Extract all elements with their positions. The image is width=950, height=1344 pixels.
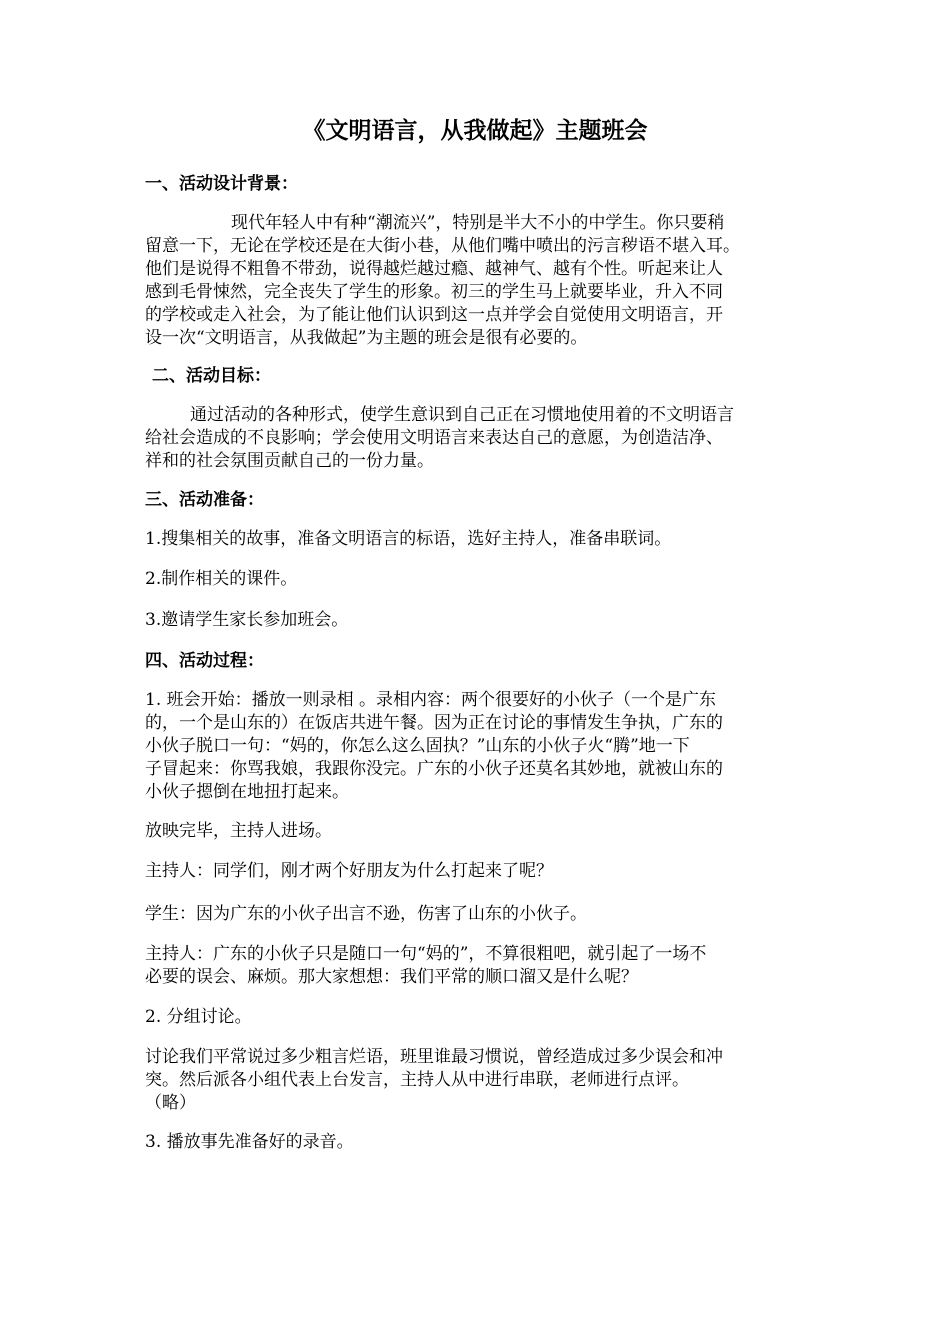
paragraph-line: 学生：因为广东的小伙子出言不逊，伤害了山东的小伙子。 <box>145 904 587 924</box>
paragraph-line: 必要的误会、麻烦。那大家想想：我们平常的顺口溜又是什么呢？ <box>145 967 638 987</box>
paragraph-line: 讨论我们平常说过多少粗言烂语，班里谁最习惯说，曾经造成过多少误会和冲 <box>145 1047 723 1067</box>
paragraph-line: 小伙子脱口一句：“妈的，你怎么这么固执？”山东的小伙子火“腾”地一下 <box>145 736 690 756</box>
section-heading-background: 一、活动设计背景： <box>145 174 298 194</box>
paragraph-line: 小伙子摁倒在地扭打起来。 <box>145 782 349 802</box>
paragraph-line: 通过活动的各种形式，使学生意识到自己正在习惯地使用着的不文明语言 <box>190 405 734 425</box>
paragraph-line: 主持人：同学们，刚才两个好朋友为什么打起来了呢？ <box>145 861 553 881</box>
section-heading-process: 四、活动过程： <box>145 651 264 671</box>
paragraph-line: 突。然后派各小组代表上台发言，主持人从中进行串联，老师进行点评。 <box>145 1070 689 1090</box>
paragraph-line: 主持人：广东的小伙子只是随口一句“妈的”，不算很粗吧，就引起了一场不 <box>145 944 707 964</box>
paragraph-line: 给社会造成的不良影响；学会使用文明语言来表达自己的意愿，为创造洁净、 <box>145 428 723 448</box>
paragraph-line: 感到毛骨悚然，完全丧失了学生的形象。初三的学生马上就要毕业，升入不同 <box>145 282 723 302</box>
paragraph-line: 留意一下，无论在学校还是在大街小巷，从他们嘴中喷出的污言秽语不堪入耳。 <box>145 236 740 256</box>
paragraph-line: 子冒起来：你骂我娘，我跟你没完。广东的小伙子还莫名其妙地，就被山东的 <box>145 759 723 779</box>
list-item: 1.搜集相关的故事，准备文明语言的标语，选好主持人，准备串联词。 <box>145 529 672 549</box>
paragraph-line: 1. 班会开始：播放一则录相 。录相内容：两个很要好的小伙子（一个是广东 <box>145 690 717 710</box>
paragraph-line: 3. 播放事先准备好的录音。 <box>145 1132 354 1152</box>
page-title: 《文明语言，从我做起》主题班会 <box>302 118 648 144</box>
section-heading-goals: 二、活动目标： <box>152 366 271 386</box>
paragraph-line: 放映完毕，主持人进场。 <box>145 821 332 841</box>
paragraph-line: （略） <box>145 1093 196 1113</box>
paragraph-line: 设一次“文明语言，从我做起”为主题的班会是很有必要的。 <box>145 328 588 348</box>
paragraph-line: 2. 分组讨论。 <box>145 1007 252 1027</box>
paragraph-line: 祥和的社会氛围贡献自己的一份力量。 <box>145 451 434 471</box>
paragraph-line: 的，一个是山东的）在饭店共进午餐。因为正在讨论的事情发生争执，广东的 <box>145 713 723 733</box>
paragraph-line: 现代年轻人中有种“潮流兴”，特别是半大不小的中学生。你只要稍 <box>231 213 725 233</box>
paragraph-line: 的学校或走入社会，为了能让他们认识到这一点并学会自觉使用文明语言，开 <box>145 305 723 325</box>
list-item: 3.邀请学生家长参加班会。 <box>145 610 349 630</box>
paragraph-line: 他们是说得不粗鲁不带劲，说得越烂越过瘾、越神气、越有个性。听起来让人 <box>145 259 723 279</box>
list-item: 2.制作相关的课件。 <box>145 569 298 589</box>
section-heading-preparation: 三、活动准备： <box>145 490 264 510</box>
